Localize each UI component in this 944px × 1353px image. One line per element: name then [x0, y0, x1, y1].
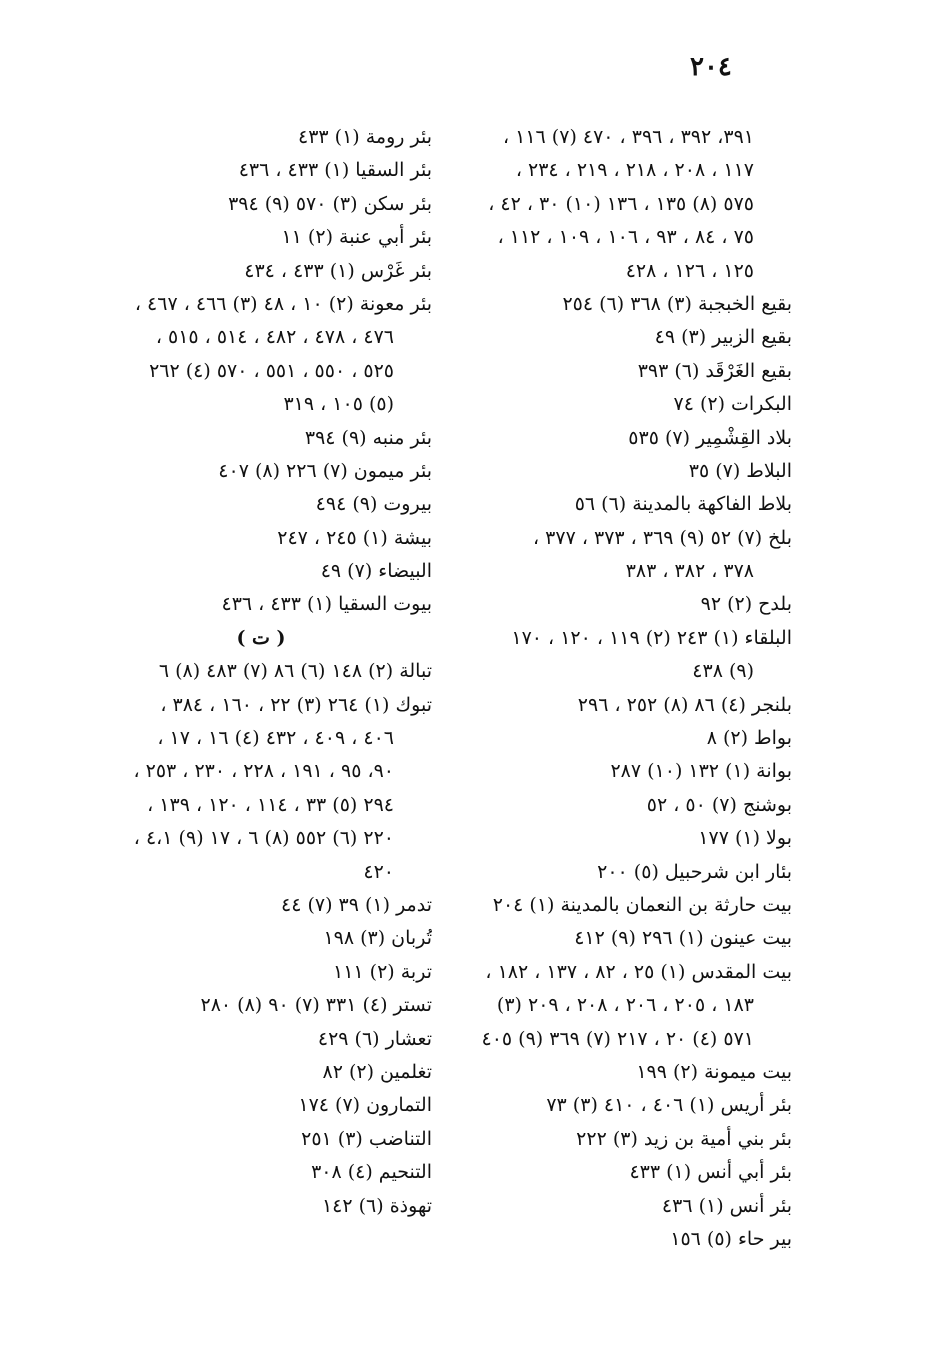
- index-entry-continuation: ٤٧٦ ، ٤٧٨ ، ٤٨٢ ، ٥١٤ ، ٥١٥ ،: [155, 326, 394, 349]
- index-entry: بئر أبي عنبة (٢) ١١: [281, 226, 432, 249]
- index-entry: تستر (٤) ٣٣١ (٧) ٩٠ (٨) ٢٨٠: [200, 994, 432, 1017]
- index-entry: بئر السقيا (١) ٤٣٣ ، ٤٣٦: [238, 159, 432, 182]
- index-entry: بيت المقدس (١) ٢٥ ، ٨٢ ، ١٣٧ ، ١٨٢ ،: [485, 960, 792, 983]
- index-entry: التناضب (٣) ٢٥١: [301, 1127, 432, 1150]
- index-entry: البيضاء (٧) ٤٩: [320, 560, 432, 583]
- index-entry: تعشار (٦) ٤٢٩: [317, 1027, 432, 1050]
- index-entry: التمارون (٧) ١٧٤: [298, 1094, 432, 1117]
- index-entry: بوانة (١) ١٣٢ (١٠) ٢٨٧: [610, 760, 792, 783]
- index-entry: بئر سكن (٣) ٥٧٠ (٩) ٣٩٤: [228, 192, 432, 215]
- index-entry: بولا (١) ١٧٧: [698, 827, 792, 850]
- index-entry: بيشة (١) ٢٤٥ ، ٢٤٧: [277, 526, 432, 549]
- index-entry: تدمر (١) ٣٩ (٧) ٤٤: [280, 893, 432, 916]
- index-column-left: [90, 121, 432, 1223]
- index-entry: تهوذة (٦) ١٤٢: [321, 1194, 432, 1217]
- index-entry-continuation: ٢٩٤ (٥) ٣٣ ، ١١٤ ، ١٢٠ ، ١٣٩ ،: [147, 793, 394, 816]
- index-column-right: [452, 121, 792, 1256]
- index-entry-continuation: ٣٧٨ ، ٣٨٢ ، ٣٨٣: [625, 560, 754, 583]
- index-entry-continuation: ٣٩١، ٣٩٢ ، ٣٩٦ ، ٤٧٠ (٧) ١١٦ ،: [502, 126, 754, 148]
- index-entry-continuation: ٤٢٠: [363, 860, 394, 883]
- index-entry: بير حاء (٥) ١٥٦: [670, 1227, 792, 1250]
- index-entry-continuation: ١٨٣ ، ٢٠٥ ، ٢٠٦ ، ٢٠٨ ، ٢٠٩ (٣): [496, 994, 754, 1017]
- index-entry: بيت عينون (١) ٢٩٦ (٩) ٤١٢: [574, 927, 792, 950]
- index-entry: بيروت (٩) ٤٩٤: [315, 493, 432, 516]
- index-entry: بوشنج (٧) ٥٠ ، ٥٢: [646, 793, 792, 816]
- page-number: ٢٠٤: [690, 52, 732, 82]
- index-entry-continuation: ٩٠، ٩٥ ، ١٩١ ، ٢٢٨ ، ٢٣٠ ، ٢٥٣ ،: [133, 760, 394, 783]
- index-entry: بئر معونة (٢) ١٠ ، ٤٨ (٣) ٤٦٦ ، ٤٦٧ ،: [134, 292, 432, 315]
- index-entry: البلقاء (١) ٢٤٣ (٢) ١١٩ ، ١٢٠ ، ١٧٠: [511, 626, 792, 649]
- index-entry: البلاط (٧) ٣٥: [688, 459, 792, 482]
- index-entry: تُربان (٣) ١٩٨: [323, 927, 432, 950]
- index-entry: بلنجر (٤) ٨٦ (٨) ٢٥٢ ، ٢٩٦: [577, 693, 792, 716]
- index-entry: بئر غَرْس (١) ٤٣٣ ، ٤٣٤: [244, 259, 432, 282]
- index-entry-continuation: ٥٢٥ ، ٥٥٠ ، ٥٥١ ، ٥٧٠ (٤) ٢٦٢: [149, 359, 394, 382]
- index-entry: تبالة (٢) ١٤٨ (٦) ٨٦ (٧) ٤٨٣ (٨) ٦: [158, 660, 432, 683]
- index-entry: بئر رومة (١) ٤٣٣: [297, 126, 432, 148]
- index-entry: بقيع الخبجبة (٣) ٣٦٨ (٦) ٢٥٤: [562, 292, 792, 315]
- index-entry: بيت ميمونة (٢) ١٩٩: [636, 1060, 792, 1083]
- index-entry-continuation: ١١٧ ، ٢٠٨ ، ٢١٨ ، ٢١٩ ، ٢٣٤ ،: [515, 159, 754, 182]
- index-entry: بئر منبه (٩) ٣٩٤: [304, 426, 432, 449]
- index-entry: بئر ميمون (٧) ٢٢٦ (٨) ٤٠٧: [218, 459, 432, 482]
- index-entry: بلاط الفاكهة بالمدينة (٦) ٥٦: [574, 493, 792, 516]
- index-entry-continuation: (٩) ٤٣٨: [692, 660, 754, 683]
- index-entry: بواط (٢) ٨: [706, 727, 792, 750]
- index-entry-continuation: ٥٧١ (٤) ٢٠ ، ٢١٧ (٧) ٣٦٩ (٩) ٤٠٥: [481, 1027, 754, 1050]
- index-entry: بئر أريس (١) ٤٠٦ ، ٤١٠ (٣) ٧٣: [546, 1094, 792, 1117]
- index-entry: بيت حارثة بن النعمان بالمدينة (١) ٢٠٤: [492, 893, 792, 916]
- index-entry-continuation: ٧٥ ، ٨٤ ، ٩٣ ، ١٠٦ ، ١٠٩ ، ١١٢ ،: [497, 226, 754, 249]
- index-entry: البكرات (٢) ٧٤: [673, 393, 792, 416]
- index-entry: بئر أنس (١) ٤٣٦: [661, 1194, 792, 1217]
- index-entry: بئار ابن شرحبيل (٥) ٢٠٠: [597, 860, 792, 883]
- index-entry: تبوك (١) ٢٦٤ (٣) ٢٢ ، ١٦٠ ، ٣٨٤ ،: [160, 693, 432, 716]
- index-entry: بلخ (٧) ٥٢ (٩) ٣٦٩ ، ٣٧٣ ، ٣٧٧ ،: [533, 526, 792, 549]
- index-entry: التنحيم (٤) ٣٠٨: [311, 1161, 432, 1184]
- index-entry: بلدح (٢) ٩٢: [700, 593, 792, 616]
- index-entry: بقيع الغَرْقَد (٦) ٣٩٣: [637, 359, 792, 382]
- index-entry: تربة (٢) ١١١: [333, 960, 432, 983]
- index-entry: بئر بني أمية بن زيد (٣) ٢٢٢: [576, 1127, 792, 1150]
- index-entry: بلاد القِشْمِير (٧) ٥٣٥: [628, 426, 792, 449]
- section-heading: ( ت ): [236, 626, 286, 649]
- index-entry: بقيع الزبير (٣) ٤٩: [654, 326, 792, 349]
- index-entry-continuation: (٥) ١٠٥ ، ٣١٩: [283, 393, 394, 416]
- index-entry-continuation: ٥٧٥ (٨) ١٣٥ ، ١٣٦ (١٠) ٣٠ ، ٤٢ ،: [488, 192, 754, 215]
- index-entry: تغلمين (٢) ٨٢: [322, 1060, 432, 1083]
- index-entry-continuation: ٤٠٦ ، ٤٠٩ ، ٤٣٢ (٤) ١٦ ، ١٧ ،: [157, 727, 394, 750]
- index-entry: بئر أبي أنس (١) ٤٣٣: [629, 1161, 792, 1184]
- index-entry-continuation: ٢٢٠ (٦) ٥٥٢ (٨) ٦ ، ١٧ (٩) ٤،١ ،: [133, 827, 394, 850]
- index-entry: بيوت السقيا (١) ٤٣٣ ، ٤٣٦: [221, 593, 432, 616]
- index-entry-continuation: ١٢٥ ، ١٢٦ ، ٤٢٨: [625, 259, 754, 282]
